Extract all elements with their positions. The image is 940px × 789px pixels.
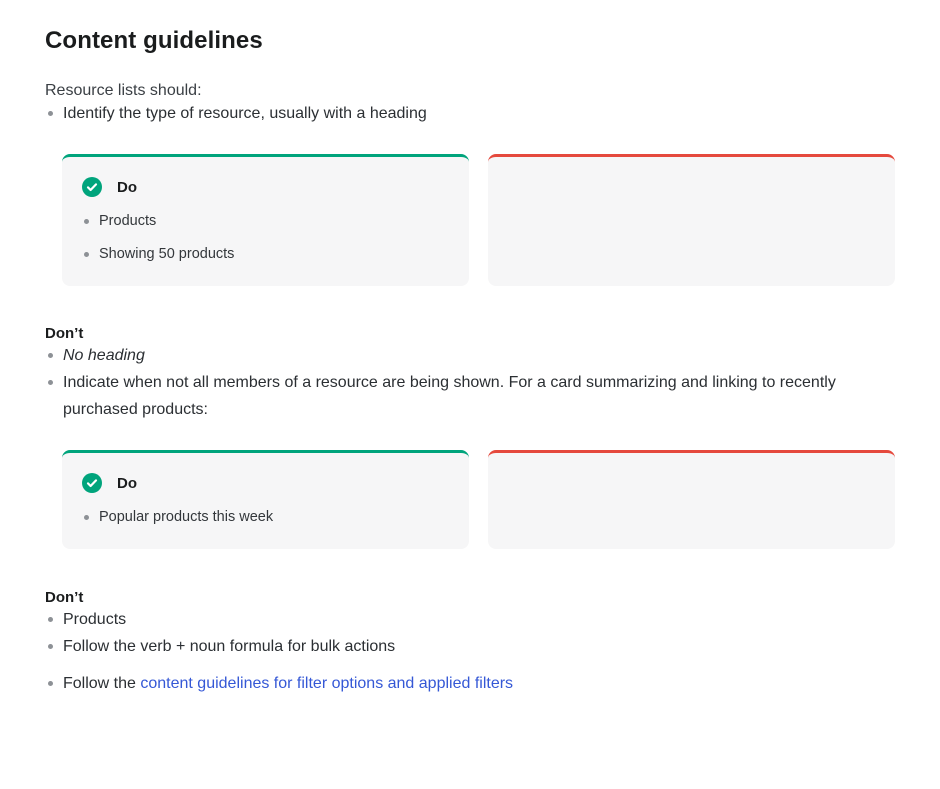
list-item: No heading (45, 342, 895, 369)
do-card-label: Do (117, 178, 137, 196)
do-card-label-row (82, 473, 449, 493)
link-prefix-text: Follow the (63, 675, 141, 692)
page-title-text: Content guidelines (45, 27, 263, 54)
list-item-with-link (45, 670, 895, 697)
intro-text: Resource lists should: (45, 82, 202, 99)
do-card-2 (62, 450, 469, 549)
list-item: Follow the verb + noun formula for bulk actions (45, 633, 895, 660)
do-card-list (82, 509, 449, 526)
do-dont-cards-1 (62, 154, 895, 286)
list-item: Indicate when not all members of a resource are being shown. For a card summarizing and linking to recently purchased products: (45, 369, 895, 423)
do-dont-cards-2 (62, 450, 895, 549)
dont-list-1 (45, 342, 895, 369)
list-item: Products (45, 606, 895, 633)
do-card-list (82, 213, 449, 263)
page-title (45, 27, 895, 55)
list-item: Popular products this week (82, 509, 449, 526)
dont-heading-1: Don’t (45, 325, 84, 342)
guideline-list-1 (45, 100, 895, 127)
dont-card-2 (488, 450, 895, 549)
list-item: Identify the type of resource, usually with a heading (45, 100, 895, 127)
guideline-list-2 (45, 369, 895, 423)
dont-card-1 (488, 154, 895, 286)
guideline-list-3 (45, 633, 895, 697)
check-circle-icon (82, 473, 102, 493)
do-card-label-row (82, 177, 449, 197)
list-item: Products (82, 213, 449, 230)
do-card-1 (62, 154, 469, 286)
list-item: Showing 50 products (82, 246, 449, 263)
check-circle-icon (82, 177, 102, 197)
do-card-label: Do (117, 474, 137, 492)
dont-heading-2: Don’t (45, 589, 84, 606)
dont-list-2 (45, 606, 895, 633)
content-guidelines-link[interactable]: content guidelines for filter options and applied filters (140, 675, 514, 692)
